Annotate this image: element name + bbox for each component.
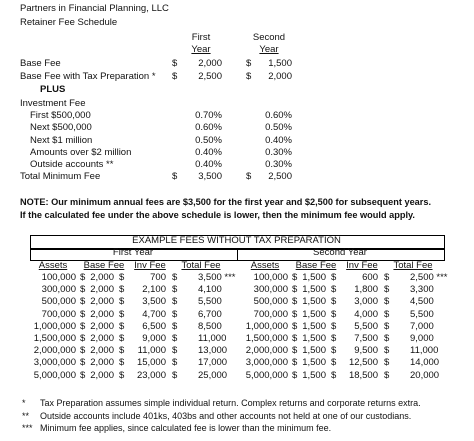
base-fee-tax-label: Base Fee with Tax Preparation * [20, 71, 156, 82]
investment-fee-label: Investment Fee [20, 98, 86, 109]
currency-sign: $ [384, 308, 390, 320]
currency-sign: $ [384, 345, 390, 357]
example-base-fee-cell: 2,000 [90, 308, 114, 320]
currency-sign: $ [172, 369, 178, 381]
example-total-fee-cell: 7,000 [410, 320, 434, 332]
example-inv-fee-cell: 23,000 [136, 369, 166, 381]
example-column-header: Assets [250, 260, 280, 271]
currency-sign: $ [119, 333, 125, 344]
currency-sign: $ [172, 58, 178, 69]
example-total-fee-cell: 3,300 [410, 284, 434, 296]
currency-sign: $ [172, 272, 178, 283]
currency-sign: $ [172, 296, 178, 308]
example-inv-fee-cell: 11,000 [137, 345, 166, 357]
currency-sign: $ [246, 58, 252, 69]
example-base-fee-cell: 2,000 [90, 296, 114, 308]
example-column-header: Total Fee [181, 260, 221, 271]
example-inv-fee-cell: 12,500 [348, 357, 378, 369]
example-inv-fee-cell: 9,000 [142, 333, 166, 344]
example-column-header: Base Fee [295, 260, 337, 271]
minimum-fee-y1: 3,500 [198, 171, 222, 182]
currency-sign: $ [292, 272, 298, 283]
col1-header-line2: Year [191, 44, 211, 55]
currency-sign: $ [172, 71, 178, 82]
example-inv-fee-cell: 600 [362, 272, 378, 283]
currency-sign: $ [331, 284, 337, 296]
example-title: EXAMPLE FEES WITHOUT TAX PREPARATION [132, 235, 341, 246]
tier-rate-y2: 0.30% [265, 159, 292, 171]
tier-rate-y2: 0.60% [265, 110, 292, 121]
example-base-fee-cell: 1,500 [302, 357, 326, 369]
currency-sign: $ [119, 296, 125, 308]
col1-header-line1: First [191, 32, 211, 43]
currency-sign: $ [119, 272, 125, 283]
example-total-fee-cell: 6,700 [198, 308, 222, 320]
currency-sign: $ [331, 296, 337, 308]
example-column-header: Inv Fee [134, 260, 166, 271]
tier-label: Outside accounts ** [30, 159, 114, 171]
currency-sign: $ [331, 345, 337, 357]
example-assets-cell: 500,000 [41, 296, 76, 308]
currency-sign: $ [331, 333, 337, 344]
currency-sign: $ [80, 308, 86, 320]
example-assets-cell: 3,000,000 [33, 357, 76, 369]
currency-sign: $ [331, 369, 337, 381]
currency-sign: $ [384, 369, 390, 381]
example-base-fee-cell: 1,500 [302, 320, 326, 332]
example-total-fee-cell: 17,000 [198, 357, 228, 369]
base-fee-tax-y2: 2,000 [268, 71, 292, 82]
currency-sign: $ [80, 296, 86, 308]
example-inv-fee-cell: 3,500 [142, 296, 166, 308]
example-assets-cell: 5,000,000 [245, 369, 288, 381]
example-total-fee-cell: 13,000 [198, 345, 228, 357]
currency-sign: $ [80, 357, 86, 369]
example-base-fee-cell: 1,500 [302, 296, 326, 308]
base-fee-label: Base Fee [20, 58, 61, 69]
example-assets-cell: 100,000 [253, 272, 288, 283]
note-line-2: If the calculated fee under the above schedule is lower, then the minimum fee would apply. [20, 210, 415, 220]
tier-rate-y2: 0.30% [265, 146, 292, 158]
currency-sign: $ [119, 284, 125, 296]
base-fee-y2: 1,500 [268, 58, 292, 69]
example-base-fee-cell: 2,000 [90, 284, 114, 296]
example-total-fee-cell: 4,500 [410, 296, 434, 308]
currency-sign: $ [172, 333, 178, 344]
example-inv-fee-cell: 1,800 [354, 284, 378, 296]
tier-rate-y1: 0.70% [195, 110, 222, 121]
col2-header-line2: Year [259, 44, 279, 55]
example-assets-cell: 1,500,000 [33, 333, 76, 344]
footnote-text: Outside accounts include 401ks, 403bs and other accounts not held at one of our custodians. [40, 410, 412, 421]
currency-sign: $ [292, 284, 298, 296]
example-total-fee-cell: 4,100 [198, 284, 222, 296]
example-total-fee-cell: 11,000 [410, 345, 439, 357]
example-total-fee-cell: 8,500 [198, 320, 222, 332]
example-total-fee-cell: 9,000 [410, 333, 434, 344]
currency-sign: $ [172, 357, 178, 369]
currency-sign: $ [384, 296, 390, 308]
currency-sign: $ [172, 320, 178, 332]
example-total-fee-cell: 5,500 [410, 308, 434, 320]
currency-sign: $ [384, 284, 390, 296]
currency-sign: $ [119, 369, 125, 381]
example-column-header: Total Fee [393, 260, 433, 271]
currency-sign: $ [384, 320, 390, 332]
example-total-fee-cell: 5,500 [198, 296, 222, 308]
example-total-fee-cell: 3,500 *** [198, 272, 236, 283]
footnote-text: Minimum fee applies, since calculated fee is lower than the minimum fee. [40, 423, 332, 433]
currency-sign: $ [172, 308, 178, 320]
first-year-label: First Year [112, 247, 154, 258]
example-total-fee-cell: 14,000 [410, 357, 440, 369]
currency-sign: $ [119, 357, 125, 369]
example-inv-fee-cell: 2,100 [142, 284, 166, 296]
footnote-mark: *** [22, 423, 33, 433]
currency-sign: $ [384, 272, 390, 283]
example-base-fee-cell: 2,000 [90, 320, 114, 332]
tier-label: First $500,000 [30, 110, 91, 121]
currency-sign: $ [292, 357, 298, 369]
currency-sign: $ [119, 320, 125, 332]
example-inv-fee-cell: 4,700 [142, 308, 166, 320]
example-base-fee-cell: 2,000 [90, 345, 114, 357]
example-total-fee-cell: 11,000 [198, 333, 227, 344]
example-column-header: Inv Fee [346, 260, 378, 271]
tier-label: Amounts over $2 million [30, 146, 132, 158]
example-inv-fee-cell: 18,500 [348, 369, 378, 381]
example-base-fee-cell: 2,000 [90, 272, 114, 283]
example-assets-cell: 1,000,000 [245, 320, 288, 332]
example-inv-fee-cell: 5,500 [354, 320, 378, 332]
tier-rate-y1: 0.40% [195, 146, 222, 158]
tier-label: Next $1 million [30, 134, 93, 146]
tier-label: Next $500,000 [30, 122, 92, 134]
minimum-fee-label: Total Minimum Fee [20, 171, 101, 182]
tier-rate-y1: 0.50% [195, 134, 222, 146]
currency-sign: $ [119, 308, 125, 320]
currency-sign: $ [292, 369, 298, 381]
example-base-fee-cell: 1,500 [302, 272, 326, 283]
example-base-fee-cell: 2,000 [90, 369, 114, 381]
currency-sign: $ [331, 272, 337, 283]
example-total-fee-cell: 2,500 *** [410, 272, 448, 283]
currency-sign: $ [292, 333, 298, 344]
currency-sign: $ [172, 171, 178, 182]
tier-rate-y2: 0.50% [265, 122, 292, 134]
example-assets-cell: 2,000,000 [245, 345, 288, 357]
example-column-header: Assets [38, 260, 68, 271]
tier-rate-y1: 0.60% [195, 122, 222, 134]
currency-sign: $ [80, 333, 86, 344]
example-base-fee-cell: 2,000 [90, 357, 114, 369]
currency-sign: $ [80, 320, 86, 332]
example-inv-fee-cell: 15,000 [136, 357, 166, 369]
footnote-mark: * [22, 398, 26, 408]
currency-sign: $ [80, 284, 86, 296]
example-total-fee-cell: 20,000 [410, 369, 440, 381]
currency-sign: $ [292, 308, 298, 320]
example-inv-fee-cell: 9,500 [354, 345, 378, 357]
tier-rate-y2: 0.40% [265, 134, 292, 146]
tier-rate-y1: 0.40% [195, 159, 222, 171]
example-assets-cell: 500,000 [253, 296, 288, 308]
example-assets-cell: 2,000,000 [33, 345, 76, 357]
example-inv-fee-cell: 6,500 [142, 320, 166, 332]
schedule-title: Retainer Fee Schedule [20, 17, 118, 28]
currency-sign: $ [292, 296, 298, 308]
example-assets-cell: 300,000 [253, 284, 288, 296]
example-assets-cell: 3,000,000 [245, 357, 288, 369]
example-base-fee-cell: 1,500 [302, 284, 326, 296]
example-base-fee-cell: 1,500 [302, 308, 326, 320]
footnote-text: Tax Preparation assumes simple individual return. Complex returns and corporate returns extra. [40, 398, 421, 408]
currency-sign: $ [384, 357, 390, 369]
currency-sign: $ [292, 345, 298, 357]
currency-sign: $ [292, 320, 298, 332]
currency-sign: $ [246, 71, 252, 82]
example-base-fee-cell: 1,500 [302, 345, 326, 357]
example-base-fee-cell: 1,500 [302, 369, 326, 381]
plus-label: PLUS [40, 84, 66, 95]
example-column-header: Base Fee [83, 260, 125, 271]
example-inv-fee-cell: 4,000 [354, 308, 378, 320]
currency-sign: $ [80, 272, 86, 283]
base-fee-tax-y1: 2,500 [198, 71, 222, 82]
example-assets-cell: 5,000,000 [33, 369, 76, 381]
example-base-fee-cell: 1,500 [302, 333, 326, 344]
example-assets-cell: 700,000 [253, 308, 288, 320]
currency-sign: $ [331, 320, 337, 332]
footnote-mark: ** [22, 410, 30, 421]
currency-sign: $ [172, 345, 178, 357]
example-assets-cell: 700,000 [41, 308, 76, 320]
second-year-label: Second Year [313, 247, 367, 258]
example-assets-cell: 1,500,000 [245, 333, 288, 344]
example-assets-cell: 1,000,000 [33, 320, 76, 332]
example-total-fee-cell: 25,000 [198, 369, 228, 381]
currency-sign: $ [246, 171, 252, 182]
firm-name: Partners in Financial Planning, LLC [20, 3, 169, 14]
example-assets-cell: 100,000 [41, 272, 76, 283]
minimum-fee-y2: 2,500 [268, 171, 292, 182]
example-inv-fee-cell: 700 [150, 272, 166, 283]
example-inv-fee-cell: 3,000 [354, 296, 378, 308]
currency-sign: $ [384, 333, 390, 344]
example-inv-fee-cell: 7,500 [354, 333, 378, 344]
currency-sign: $ [172, 284, 178, 296]
currency-sign: $ [80, 345, 86, 357]
currency-sign: $ [80, 369, 86, 381]
currency-sign: $ [119, 345, 125, 357]
example-assets-cell: 300,000 [41, 284, 76, 296]
col2-header-line1: Second [252, 32, 286, 43]
currency-sign: $ [331, 357, 337, 369]
currency-sign: $ [331, 308, 337, 320]
base-fee-y1: 2,000 [198, 58, 222, 69]
example-base-fee-cell: 2,000 [90, 333, 114, 344]
note-line-1: NOTE: Our minimum annual fees are $3,500 for the first year and $2,500 for subsequent years. [20, 197, 432, 207]
